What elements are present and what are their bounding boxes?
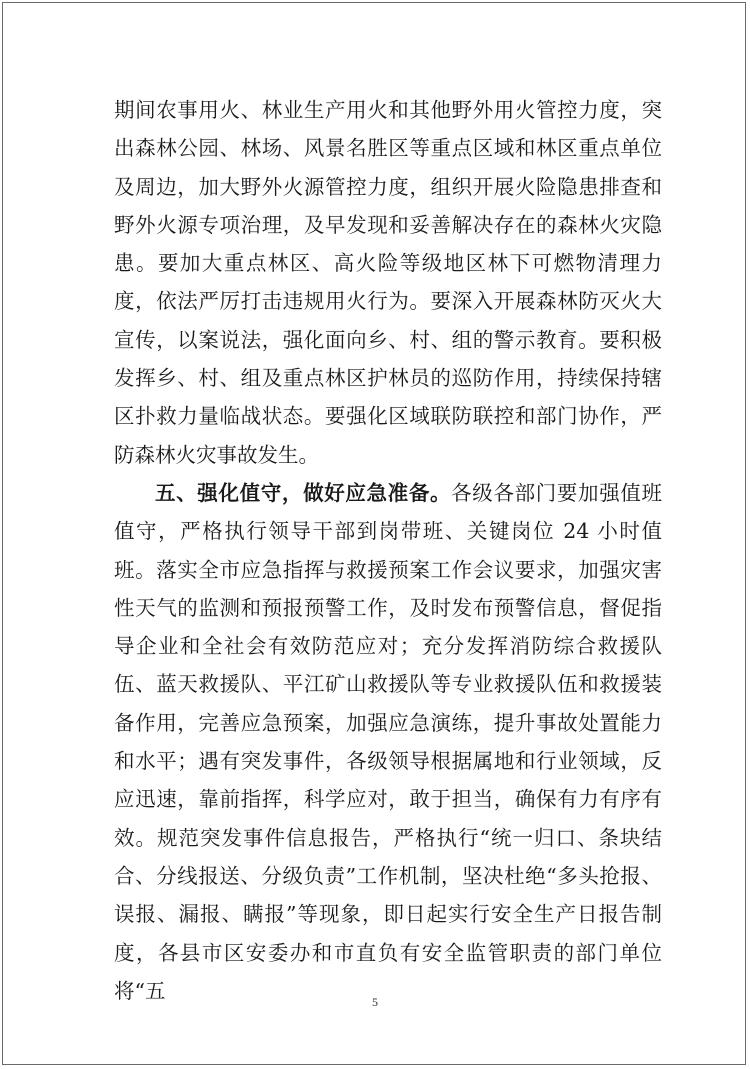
paragraph-text: 各级各部门要加强值班值守，严格执行领导干部到岗带班、关键岗位 24 小时值班。落实全市应急指挥与救援预案工作会议要求，加强灾害性天气的监测和预报预警工作，及时发布预警信息，督促指导企业和全社会有效防范应对；充分发挥消防综合救援队伍、蓝天救援队、平江矿山救援队等专业救援队伍和救援装备作用，完善应急预案，加强应急演练，提升事故处置能力和水平；遇有突发事件，各级领导根据属地和行业领域，反应迅速，靠前指挥，科学应对，敢于担当，确保有力有序有效。规范突发事件信息报告，严格执行“统一归口、条块结合、分线报送、分级负责”工作机制，坚决杜绝“多头抢报、误报、漏报、瞒报”等现象，即日起实行安全生产日报告制度，各县市区安委办和市直负有安全监管职责的部门单位将“五 [114,480,663,1003]
document-body [114,91,662,1010]
section-heading: 五、强化值守，做好应急准备。 [155,480,452,505]
page-number: 5 [372,995,378,1009]
paragraph-text: 期间农事用火、林业生产用火和其他野外用火管控力度，突出森林公园、林场、风景名胜区等重点区域和林区重点单位及周边，加大野外火源管控力度，组织开展火险隐患排查和野外火源专项治理，及早发现和妥善解决存在的森林火灾隐患。要加大重点林区、高火险等级地区林下可燃物清理力度，依法严厉打击违规用火行为。要深入开展森林防灭火大宣传，以案说法，强化面向乡、村、组的警示教育。要积极发挥乡、村、组及重点林区护林员的巡防作用，持续保持辖区扑救力量临战状态。要强化区域联防联控和部门协作，严防森林火灾事故发生。 [114,98,662,467]
document-page [2,2,746,1065]
paragraph-forest-fire [114,91,662,474]
paragraph-emergency-duty [114,474,662,1010]
